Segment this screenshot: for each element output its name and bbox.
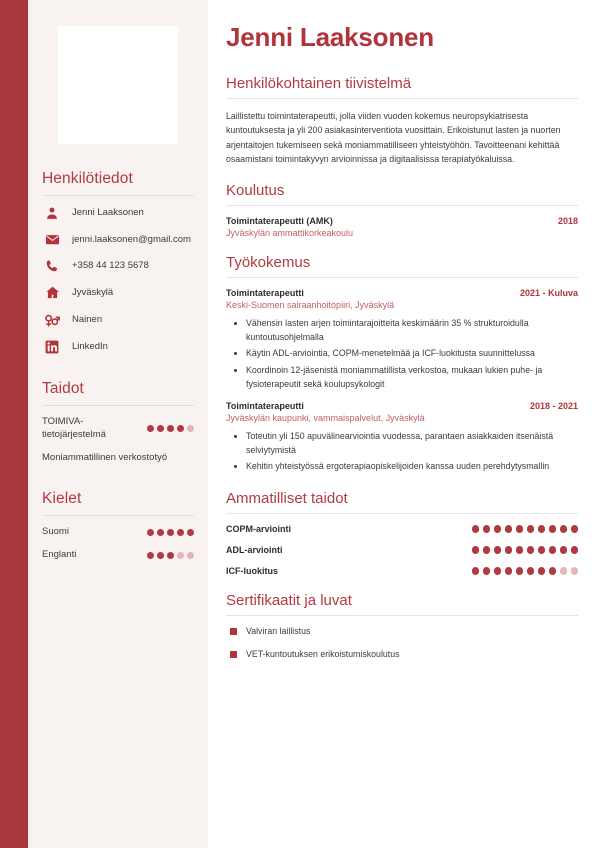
rating-dots bbox=[147, 552, 194, 559]
experience-date: 2018 - 2021 bbox=[529, 401, 578, 412]
phone-icon bbox=[42, 259, 62, 273]
rating-dot bbox=[147, 425, 154, 432]
contact-item[interactable] bbox=[42, 340, 194, 354]
rating-dot bbox=[167, 552, 174, 559]
sidebar bbox=[28, 0, 208, 848]
rating-dot bbox=[571, 525, 579, 533]
section-experience bbox=[226, 254, 578, 474]
divider bbox=[42, 195, 194, 196]
rating-dot bbox=[472, 525, 480, 533]
rating-dot bbox=[505, 567, 513, 575]
certificate-list bbox=[226, 626, 578, 659]
person-icon bbox=[42, 206, 62, 220]
section-heading-experience: Työkokemus bbox=[226, 254, 311, 271]
gender-icon bbox=[42, 312, 62, 328]
rating-dot bbox=[549, 525, 557, 533]
rating-dot bbox=[157, 529, 164, 536]
rating-dot bbox=[147, 552, 154, 559]
rating-dot bbox=[505, 546, 513, 554]
language-label: Englanti bbox=[42, 549, 77, 561]
bullet-item: • Kehitin yhteistyössä ergoterapiaopiskelijoiden kanssa uuden perehdytysmallin bbox=[246, 460, 578, 474]
rating-dot bbox=[571, 546, 579, 554]
professional-skill-row bbox=[226, 566, 578, 576]
experience-entry bbox=[226, 401, 578, 474]
certificate-item bbox=[226, 626, 578, 636]
home-icon bbox=[42, 285, 62, 300]
rating-dot bbox=[505, 525, 513, 533]
linkedin-icon bbox=[42, 340, 62, 354]
bullet-item: • Toteutin yli 150 apuvälinearviointia vuodessa, parantaen asiakkaiden itsenäistä selviytymistä bbox=[246, 430, 578, 457]
rating-dot bbox=[549, 546, 557, 554]
bullet-item: • Koordinoin 12-jäsenistä moniammatillista verkostoa, mukaan lukien puhe- ja fysioterapeutit sekä koulupsykologit bbox=[246, 364, 578, 391]
rating-dots bbox=[472, 567, 579, 575]
rating-dot bbox=[483, 525, 491, 533]
education-entry bbox=[226, 216, 578, 238]
experience-organization: Keski-Suomen sairaanhoitopiiri, Jyväskylä bbox=[226, 300, 395, 310]
experience-bullets bbox=[226, 430, 578, 474]
contact-text: +358 44 123 5678 bbox=[72, 260, 149, 272]
rating-dot bbox=[187, 425, 194, 432]
section-heading-education: Koulutus bbox=[226, 182, 285, 199]
professional-skill-label: ICF-luokitus bbox=[226, 566, 278, 576]
rating-dot bbox=[560, 567, 568, 575]
rating-dot bbox=[187, 552, 194, 559]
divider bbox=[226, 98, 578, 99]
envelope-icon bbox=[42, 232, 62, 247]
rating-dots bbox=[147, 529, 194, 536]
rating-dot bbox=[187, 529, 194, 536]
sidebar-heading-personal: Henkilötiedot bbox=[42, 170, 133, 187]
contact-text: Jenni Laaksonen bbox=[72, 207, 144, 219]
rating-dot bbox=[472, 546, 480, 554]
entry-header bbox=[226, 401, 578, 411]
rating-dot bbox=[167, 529, 174, 536]
contact-item[interactable] bbox=[42, 232, 194, 247]
skill-row: Moniammatillinen verkostotyö bbox=[42, 451, 168, 463]
section-summary bbox=[226, 75, 578, 166]
section-heading-summary: Henkilökohtainen tiivistelmä bbox=[226, 75, 412, 92]
section-education bbox=[226, 182, 578, 238]
divider bbox=[42, 515, 194, 516]
section-heading-professional-skills: Ammatilliset taidot bbox=[226, 490, 348, 507]
professional-skill-label: ADL-arviointi bbox=[226, 545, 283, 555]
sidebar-skill-list bbox=[42, 416, 194, 464]
experience-title: Toimintaterapeutti bbox=[226, 401, 304, 412]
contact-item[interactable] bbox=[42, 312, 194, 328]
square-bullet-icon bbox=[230, 628, 237, 635]
rating-dot bbox=[549, 567, 557, 575]
section-professional-skills bbox=[226, 490, 578, 576]
language-label: Suomi bbox=[42, 526, 69, 538]
experience-title: Toimintaterapeutti bbox=[226, 288, 304, 298]
rating-dot bbox=[157, 425, 164, 432]
contact-item[interactable] bbox=[42, 285, 194, 300]
section-heading-certificates: Sertifikaatit ja luvat bbox=[226, 592, 352, 609]
rating-dot bbox=[147, 529, 154, 536]
profile-photo-placeholder bbox=[58, 26, 178, 144]
divider bbox=[226, 513, 578, 514]
candidate-name: Jenni Laaksonen bbox=[226, 22, 434, 52]
rating-dot bbox=[494, 567, 502, 575]
rating-dot bbox=[538, 567, 546, 575]
contact-item[interactable] bbox=[42, 259, 194, 273]
rating-dots bbox=[472, 525, 579, 533]
contact-list bbox=[42, 206, 194, 354]
sidebar-heading-languages: Kielet bbox=[42, 490, 82, 508]
language-list bbox=[42, 526, 194, 562]
rating-dot bbox=[177, 529, 184, 536]
rating-dot bbox=[560, 525, 568, 533]
entry-header bbox=[226, 288, 578, 298]
divider bbox=[226, 615, 578, 616]
education-title: Toimintaterapeutti (AMK) bbox=[226, 216, 333, 226]
professional-skill-row bbox=[226, 524, 578, 534]
contact-text: LinkedIn bbox=[72, 341, 108, 353]
contact-text: Jyväskylä bbox=[72, 286, 114, 298]
square-bullet-icon bbox=[230, 651, 237, 658]
professional-skill-row bbox=[226, 545, 578, 555]
rating-dot bbox=[494, 525, 502, 533]
language-row bbox=[42, 549, 194, 562]
experience-list bbox=[226, 288, 578, 474]
rating-dot bbox=[516, 546, 524, 554]
rating-dot bbox=[483, 567, 491, 575]
contact-text: Nainen bbox=[72, 314, 103, 326]
left-accent-stripe bbox=[0, 0, 28, 848]
rating-dots bbox=[472, 546, 579, 554]
certificate-text: VET-kuntoutuksen erikoistumiskoulutus bbox=[246, 649, 400, 659]
language-row bbox=[42, 526, 194, 539]
contact-item[interactable] bbox=[42, 206, 194, 220]
summary-text: Laillistettu toimintaterapeutti, jolla viiden vuoden kokemus neuropsykiatrisesta kuntoutuksesta ja yli 200 asiakasinterventiota vuosittain. Erikoistunut lasten ja nuorten arjentaitojen tukemiseen sekä moniammatilliseen yhteistyöhön. Tavoitteenani kehittää osaamistani toimintakyvyn arvioinnissa ja digitaalisissa terapiatyökaluissa. bbox=[226, 111, 561, 164]
divider bbox=[226, 277, 578, 278]
skill-row bbox=[42, 416, 194, 442]
rating-dot bbox=[571, 567, 579, 575]
sidebar-heading-skills: Taidot bbox=[42, 380, 84, 397]
education-list bbox=[226, 216, 578, 238]
rating-dot bbox=[494, 546, 502, 554]
professional-skill-label: COPM-arviointi bbox=[226, 524, 292, 534]
experience-entry bbox=[226, 288, 578, 391]
rating-dot bbox=[177, 552, 184, 559]
divider bbox=[226, 205, 578, 206]
rating-dots bbox=[147, 425, 194, 432]
rating-dot bbox=[516, 525, 524, 533]
rating-dot bbox=[527, 546, 535, 554]
education-date: 2018 bbox=[557, 216, 578, 226]
main-content bbox=[208, 0, 600, 848]
certificate-item bbox=[226, 649, 578, 659]
certificate-text: Valviran laillistus bbox=[246, 626, 311, 636]
experience-organization: Jyväskylän kaupunki, vammaispalvelut, Jyväskylä bbox=[226, 413, 425, 424]
education-organization: Jyväskylän ammattikorkeakoulu bbox=[226, 228, 354, 238]
divider bbox=[42, 405, 194, 406]
rating-dot bbox=[167, 425, 174, 432]
experience-date: 2021 - Kuluva bbox=[519, 288, 578, 298]
section-certificates bbox=[226, 592, 578, 659]
contact-text: jenni.laaksonen@gmail.com bbox=[72, 233, 191, 245]
bullet-item: • Käytin ADL-arviointia, COPM-menetelmää ja ICF-luokitusta suunnittelussa bbox=[246, 347, 578, 361]
rating-dot bbox=[483, 546, 491, 554]
skill-label: TOIMIVA-tietojärjestelmä bbox=[42, 416, 106, 440]
experience-bullets bbox=[226, 317, 578, 391]
entry-header bbox=[226, 216, 578, 226]
rating-dot bbox=[538, 546, 546, 554]
rating-dot bbox=[177, 425, 184, 432]
rating-dot bbox=[516, 567, 524, 575]
rating-dot bbox=[472, 567, 480, 575]
professional-skill-list bbox=[226, 524, 578, 576]
rating-dot bbox=[538, 525, 546, 533]
rating-dot bbox=[527, 567, 535, 575]
rating-dot bbox=[157, 552, 164, 559]
bullet-item: • Vähensin lasten arjen toimintarajoitteita keskimäärin 35 % strukturoidulla kuntoutusohjelmalla bbox=[246, 317, 578, 344]
rating-dot bbox=[527, 525, 535, 533]
rating-dot bbox=[560, 546, 568, 554]
